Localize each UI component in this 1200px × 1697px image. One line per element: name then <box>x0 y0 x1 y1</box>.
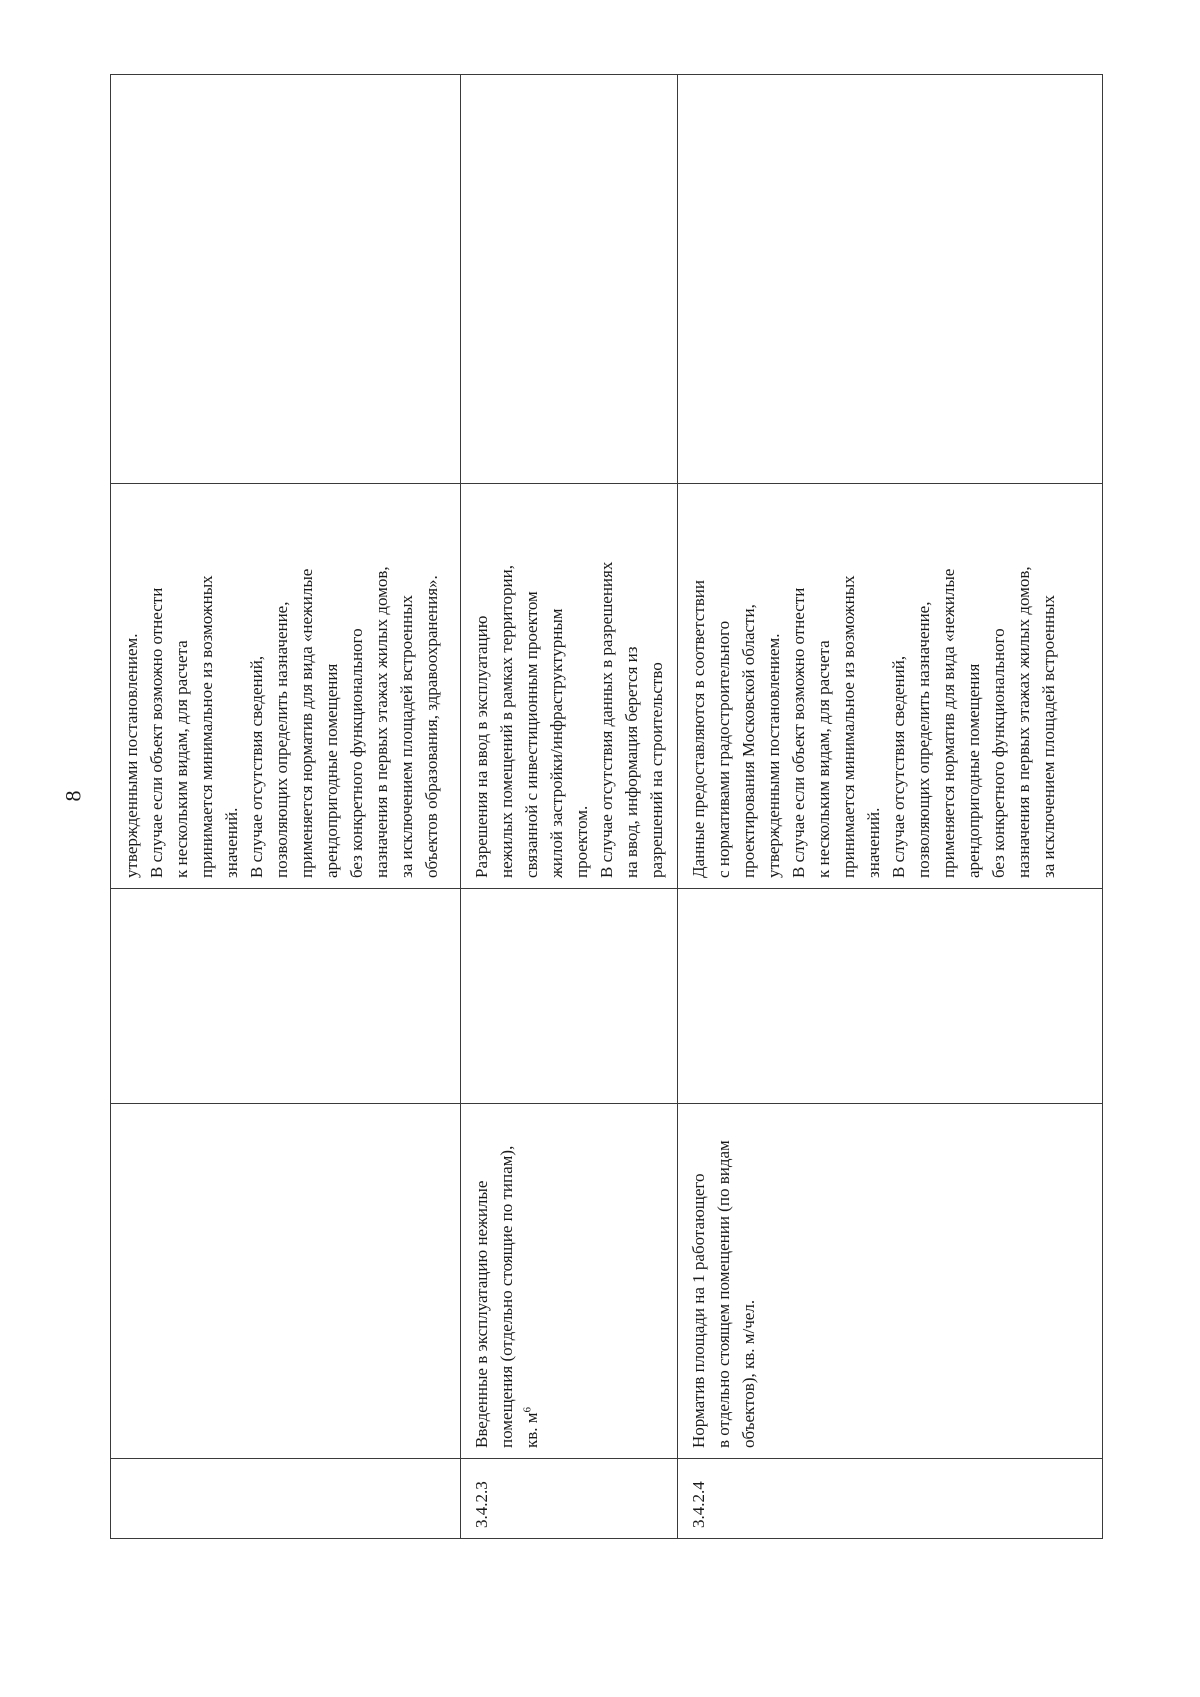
table-row <box>678 75 1103 1539</box>
name-line: помещения (отдельно стоящие по типам), <box>497 1145 516 1448</box>
cell-source <box>111 75 461 484</box>
cell-unit <box>678 889 1103 1104</box>
description-line: утвержденными постановлением. <box>764 633 783 878</box>
description-line: значений. <box>222 807 241 878</box>
description-line: за исключением площадей встроенных <box>1039 594 1058 878</box>
description-line: нежилых помещений в рамках территории, <box>497 565 516 878</box>
description-line: назначения в первых этажах жилых домов, <box>372 566 391 878</box>
description-line: к нескольким видам, для расчета <box>814 640 833 878</box>
description-line: В случае отсутствия сведений, <box>889 655 908 878</box>
cell-description <box>678 484 1103 889</box>
description-line: принимается минимальное из возможных <box>839 575 858 878</box>
description-line: за исключением площадей встроенных <box>397 594 416 878</box>
description-line: В случае отсутствия сведений, <box>247 655 266 878</box>
cell-number: 3.4.2.4 <box>678 1459 1103 1539</box>
description-line: объектов образования, здравоохранения». <box>422 575 441 878</box>
indicator-table <box>110 74 1103 1539</box>
cell-unit <box>111 889 461 1104</box>
cell-indicator-name <box>111 1104 461 1459</box>
name-line: Введенные в эксплуатацию нежилые <box>472 1180 491 1448</box>
description-line: В случае если объект возможно отнести <box>789 587 808 878</box>
description-line: к нескольким видам, для расчета <box>172 640 191 878</box>
cell-description <box>461 484 678 889</box>
name-line <box>519 1114 544 1448</box>
description-line: арендопригодные помещения <box>964 663 983 878</box>
description-line: принимается минимальное из возможных <box>197 575 216 878</box>
description-line: без конкретного функционального <box>347 628 366 878</box>
cell-description <box>111 484 461 889</box>
cell-indicator-name <box>678 1104 1103 1459</box>
description-line: Данные предоставляются в соответствии <box>689 580 708 878</box>
description-line: проектом. <box>572 805 591 878</box>
description-line: позволяющих определить назначение, <box>272 601 291 878</box>
cell-unit <box>461 889 678 1104</box>
description-line: с нормативами градостроительного <box>714 620 733 878</box>
description-line: арендопригодные помещения <box>322 663 341 878</box>
table-row <box>461 75 678 1539</box>
description-line: связанной с инвестиционным проектом <box>522 591 541 878</box>
name-line: Норматив площади на 1 работающего <box>689 1173 708 1448</box>
description-line: назначения в первых этажах жилых домов, <box>1014 566 1033 878</box>
cell-source <box>461 75 678 484</box>
description-line: утвержденными постановлением. <box>122 633 141 878</box>
description-line: значений. <box>864 807 883 878</box>
page-number: 8 <box>60 790 86 802</box>
description-line: В случае если объект возможно отнести <box>147 587 166 878</box>
description-line: проектирования Московской области, <box>739 604 758 878</box>
name-text: кв. м <box>522 1412 541 1448</box>
cell-source <box>678 75 1103 484</box>
table-row <box>111 75 461 1539</box>
name-line: в отдельно стоящем помещении (по видам <box>714 1140 733 1448</box>
cell-indicator-name <box>461 1104 678 1459</box>
description-line: жилой застройки/инфраструктурным <box>547 608 566 878</box>
description-line: на ввод, информация берется из <box>622 646 641 878</box>
rotated-table-container <box>110 75 1102 1539</box>
footnote-mark: 6 <box>521 1406 534 1413</box>
description-line: применяется норматив для вида «нежилые <box>297 568 316 878</box>
description-line: позволяющих определить назначение, <box>914 601 933 878</box>
description-line: Разрешения на ввод в эксплуатацию <box>472 615 491 878</box>
cell-number <box>111 1459 461 1539</box>
cell-number: 3.4.2.3 <box>461 1459 678 1539</box>
description-line: без конкретного функционального <box>989 628 1008 878</box>
description-line: В случае отсутствия данных в разрешениях <box>597 561 616 878</box>
description-line: применяется норматив для вида «нежилые <box>939 568 958 878</box>
description-line: разрешений на строительство <box>647 662 666 878</box>
name-line: объектов), кв. м/чел. <box>739 1299 758 1448</box>
